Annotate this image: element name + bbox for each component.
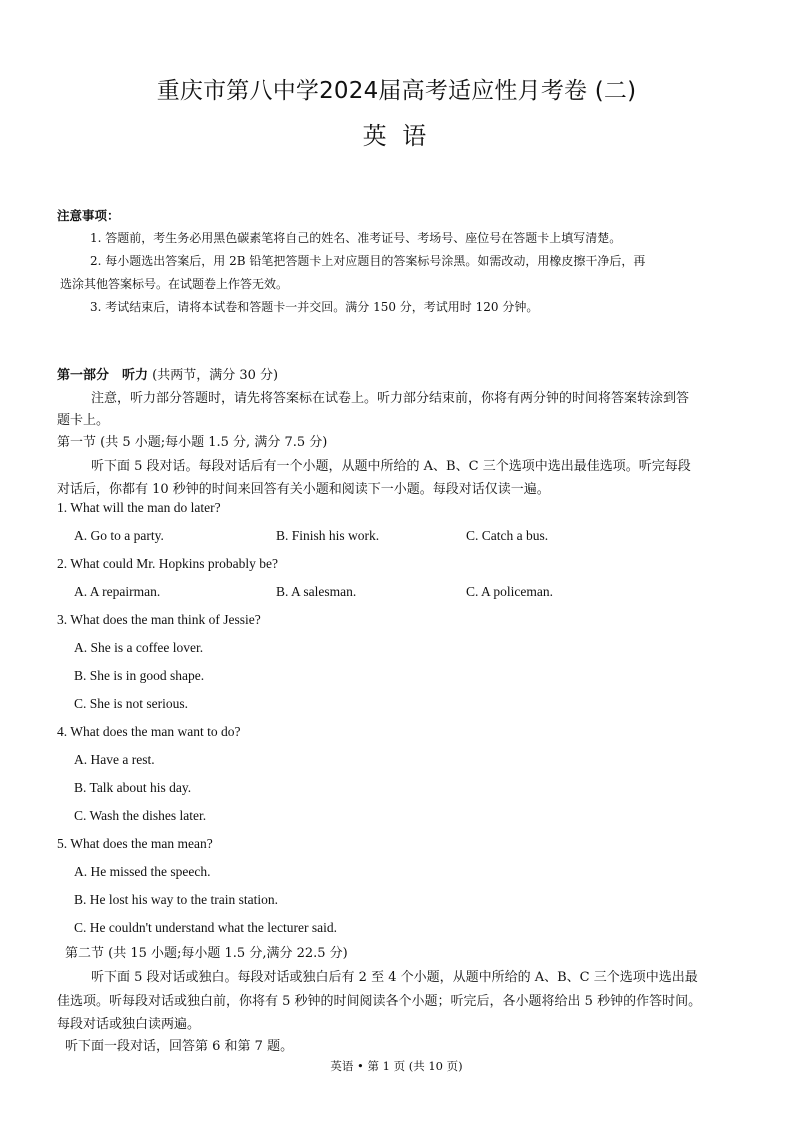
question-5-option-a: A. He missed the speech. <box>74 864 211 879</box>
question-3-option-c: C. She is not serious. <box>74 696 189 711</box>
question-2-stem: 2. What could Mr. Hopkins probably be? <box>57 556 278 571</box>
question-5-option-c: C. He couldn't understand what the lecturer said. <box>74 920 337 935</box>
part1-heading-bold: 第一部分 听力 <box>57 368 149 383</box>
part1-intro-line-1: 注意，听力部分答题时，请先将答案标在试卷上。听力部分结束前，你将有两分钟的时间将答案转涂到答 <box>91 391 690 406</box>
notice-item-2-line-2: 选涂其他答案标号。在试题卷上作答无效。 <box>60 277 289 291</box>
question-3-stem: 3. What does the man think of Jessie? <box>57 612 261 627</box>
question-4-option-a: A. Have a rest. <box>74 752 155 767</box>
subject-title: 英 语 <box>362 122 431 150</box>
question-5-stem: 5. What does the man mean? <box>57 836 213 851</box>
section1-heading: 第一节 (共 5 小题;每小题 1.5 分, 满分 7.5 分) <box>57 435 328 450</box>
question-5-option-b: B. He lost his way to the train station. <box>74 892 278 907</box>
section1-instr-line-1: 听下面 5 段对话。每段对话后有一个小题，从题中所给的 A、B、C 三个选项中选出最佳选项。听完每段 <box>91 459 691 474</box>
section2-instr-line-3: 每段对话或独白读两遍。 <box>57 1017 201 1032</box>
question-2-option-b: B. A salesman. <box>276 584 357 599</box>
part1-heading <box>57 364 278 383</box>
notice-heading: 注意事项： <box>57 208 120 223</box>
section2-heading: 第二节 (共 15 小题;每小题 1.5 分,满分 22.5 分) <box>65 946 348 961</box>
question-1-option-a: A. Go to a party. <box>74 528 164 543</box>
question-4-stem: 4. What does the man want to do? <box>57 724 241 739</box>
part1-heading-rest: (共两节，满分 30 分) <box>148 368 279 383</box>
exam-title: 重庆市第八中学2024届高考适应性月考卷 (二) <box>156 78 637 104</box>
notice-item-1: 1. 答题前，考生务必用黑色碳素笔将自己的姓名、准考证号、考场号、座位号在答题卡上填写清楚。 <box>90 231 622 245</box>
question-3-option-b: B. She is in good shape. <box>74 668 205 683</box>
section2-instr-line-2: 佳选项。听每段对话或独白前，你将有 5 秒钟的时间阅读各个小题；听完后，各小题将给出 5 秒钟的作答时间。 <box>57 994 702 1009</box>
question-1-option-c: C. Catch a bus. <box>466 528 549 543</box>
question-1-stem: 1. What will the man do later? <box>57 500 221 515</box>
page-footer: 英语 • 第 1 页 (共 10 页) <box>330 1059 463 1073</box>
section2-next-dialogue: 听下面一段对话，回答第 6 和第 7 题。 <box>65 1039 294 1054</box>
question-2-option-c: C. A policeman. <box>466 584 553 599</box>
part1-intro-line-2: 题卡上。 <box>57 413 110 428</box>
question-4-option-b: B. Talk about his day. <box>74 780 192 795</box>
question-3-option-a: A. She is a coffee lover. <box>74 640 204 655</box>
question-1-option-b: B. Finish his work. <box>276 528 380 543</box>
notice-item-2-line-1: 2. 每小题选出答案后，用 2B 铅笔把答题卡上对应题目的答案标号涂黑。如需改动，用橡皮擦干净后，再 <box>90 254 646 268</box>
question-2-option-a: A. A repairman. <box>74 584 161 599</box>
question-4-option-c: C. Wash the dishes later. <box>74 808 207 823</box>
notice-item-3: 3. 考试结束后，请将本试卷和答题卡一并交回。满分 150 分，考试用时 120 分钟。 <box>90 300 539 314</box>
section2-instr-line-1: 听下面 5 段对话或独白。每段对话或独白后有 2 至 4 个小题，从题中所给的 A、B、C 三个选项中选出最 <box>91 970 698 985</box>
section1-instr-line-2: 对话后，你都有 10 秒钟的时间来回答有关小题和阅读下一小题。每段对话仅读一遍。 <box>57 482 550 497</box>
